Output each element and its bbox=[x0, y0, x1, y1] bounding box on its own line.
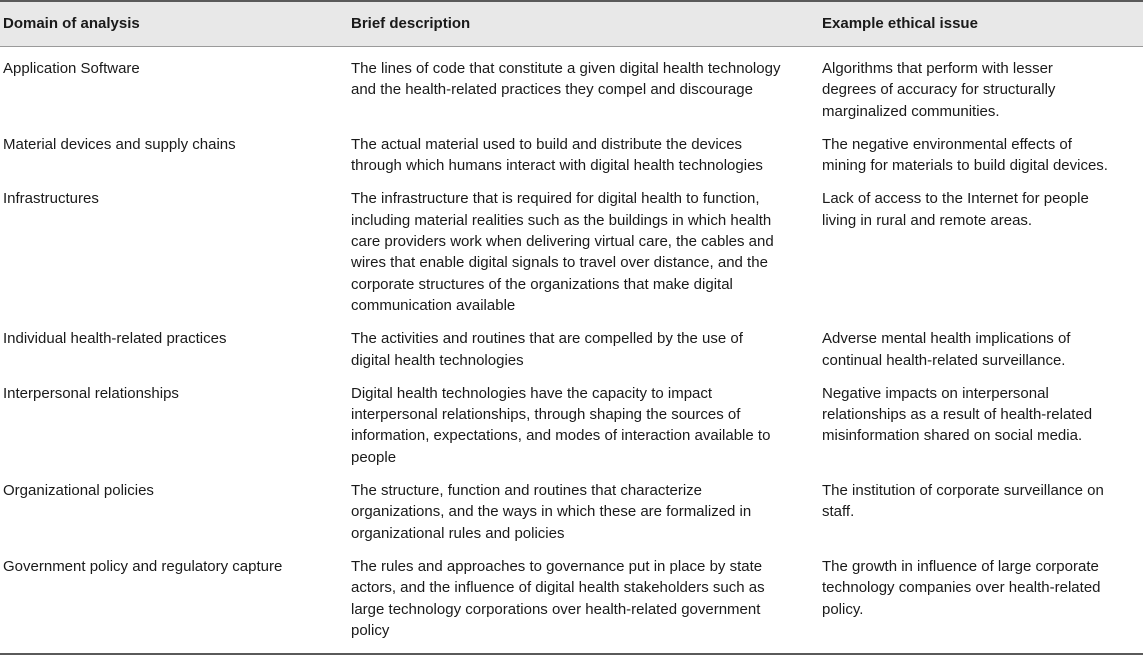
cell-issue bbox=[822, 128, 1143, 183]
text-line: Digital health technologies have the capacity to impact bbox=[351, 384, 713, 402]
cell-description-content bbox=[351, 47, 822, 107]
cell-domain-content bbox=[3, 550, 351, 589]
text-line: organizational rules and policies bbox=[351, 524, 565, 542]
text-line: Adverse mental health implications of bbox=[822, 330, 1071, 348]
cell-domain bbox=[0, 128, 351, 183]
cell-description-content bbox=[351, 322, 822, 377]
cell-issue-content bbox=[822, 550, 1143, 632]
table-row bbox=[0, 474, 1143, 550]
cell-description bbox=[351, 182, 822, 322]
cell-description bbox=[351, 47, 822, 128]
table-row bbox=[0, 182, 1143, 322]
text-line: large technology corporations over health-related government bbox=[351, 600, 761, 618]
text-line: The rules and approaches to governance put in place by state bbox=[351, 557, 763, 575]
text-line: Application Software bbox=[3, 60, 140, 77]
cell-domain bbox=[0, 47, 351, 128]
cell-issue bbox=[822, 474, 1143, 550]
cell-issue bbox=[822, 322, 1143, 377]
text-line: and the health-related practices they compel and discourage bbox=[351, 81, 753, 99]
text-line: The activities and routines that are compelled by the use of bbox=[351, 330, 743, 348]
header-description: Brief description bbox=[351, 1, 822, 47]
cell-issue-content bbox=[822, 182, 1143, 237]
table-row bbox=[0, 128, 1143, 183]
text-line: wires that enable digital signals to travel over distance, and the bbox=[351, 254, 768, 272]
cell-domain bbox=[0, 550, 351, 654]
cell-issue-content bbox=[822, 322, 1143, 377]
text-line: corporate structures of the organizations that make digital bbox=[351, 275, 733, 293]
text-line: The actual material used to build and distribute the devices bbox=[351, 135, 743, 153]
header-domain: Domain of analysis bbox=[0, 1, 351, 47]
text-line: The institution of corporate surveillance on bbox=[822, 482, 1104, 500]
cell-description bbox=[351, 128, 822, 183]
cell-issue bbox=[822, 47, 1143, 128]
cell-issue bbox=[822, 377, 1143, 474]
cell-issue-content bbox=[822, 128, 1143, 183]
text-line: The growth in influence of large corporate bbox=[822, 557, 1099, 575]
cell-description-content bbox=[351, 128, 822, 183]
cell-domain-content bbox=[3, 128, 351, 161]
cell-description-content bbox=[351, 474, 822, 550]
text-line: interpersonal relationships, through shaping the sources of bbox=[351, 406, 741, 424]
text-line: Negative impacts on interpersonal bbox=[822, 384, 1049, 402]
text-line: communication available bbox=[351, 296, 516, 314]
cell-domain bbox=[0, 377, 351, 474]
cell-issue bbox=[822, 182, 1143, 322]
text-line: Lack of access to the Internet for people bbox=[822, 190, 1089, 208]
text-line: Government policy and regulatory capture bbox=[3, 557, 283, 575]
text-line: policy. bbox=[822, 600, 864, 618]
cell-issue-content bbox=[822, 47, 1143, 128]
text-line: Infrastructures bbox=[3, 190, 99, 208]
text-line: The structure, function and routines that characterize bbox=[351, 482, 703, 500]
cell-description bbox=[351, 322, 822, 377]
text-line: relationships as a result of health-related bbox=[822, 406, 1093, 424]
cell-description bbox=[351, 474, 822, 550]
cell-domain-content bbox=[3, 377, 351, 410]
cell-description-content bbox=[351, 550, 822, 653]
text-line: actors, and the influence of digital health stakeholders such as bbox=[351, 579, 765, 597]
cell-domain-content bbox=[3, 47, 351, 85]
text-line: Algorithms that perform with lesser bbox=[822, 60, 1053, 77]
text-line: Individual health-related practices bbox=[3, 330, 227, 348]
cell-description bbox=[351, 377, 822, 474]
text-line: digital health technologies bbox=[351, 351, 524, 369]
text-line: people bbox=[351, 448, 397, 466]
table-row bbox=[0, 322, 1143, 377]
text-line: Organizational policies bbox=[3, 482, 154, 500]
cell-issue-content bbox=[822, 377, 1143, 453]
header-row bbox=[0, 1, 1143, 47]
text-line: technology companies over health-related bbox=[822, 579, 1101, 597]
text-line: marginalized communities. bbox=[822, 102, 1000, 120]
cell-domain bbox=[0, 182, 351, 322]
cell-issue bbox=[822, 550, 1143, 654]
text-line: through which humans interact with digital health technologies bbox=[351, 157, 763, 175]
table-body bbox=[0, 47, 1143, 655]
text-line: policy bbox=[351, 621, 390, 639]
text-line: continual health-related surveillance. bbox=[822, 351, 1066, 369]
text-line: care providers work when delivering virtual care, the cables and bbox=[351, 233, 774, 251]
table-header bbox=[0, 1, 1143, 47]
cell-domain-content bbox=[3, 182, 351, 215]
cell-domain bbox=[0, 322, 351, 377]
text-line: living in rural and remote areas. bbox=[822, 211, 1033, 229]
cell-domain bbox=[0, 474, 351, 550]
text-line: The negative environmental effects of bbox=[822, 135, 1072, 153]
cell-description bbox=[351, 550, 822, 654]
text-line: degrees of accuracy for structurally bbox=[822, 81, 1056, 99]
table-row bbox=[0, 47, 1143, 128]
table-row bbox=[0, 377, 1143, 474]
cell-description-content bbox=[351, 182, 822, 322]
cell-domain-content bbox=[3, 322, 351, 355]
cell-issue-content bbox=[822, 474, 1143, 529]
text-line: Material devices and supply chains bbox=[3, 135, 236, 153]
text-line: The infrastructure that is required for digital health to function, bbox=[351, 190, 760, 208]
text-line: mining for materials to build digital devices. bbox=[822, 157, 1108, 175]
header-issue: Example ethical issue bbox=[822, 1, 1143, 47]
text-line: Interpersonal relationships bbox=[3, 384, 179, 402]
text-line: organizations, and the ways in which these are formalized in bbox=[351, 503, 752, 521]
text-line: misinformation shared on social media. bbox=[822, 427, 1083, 445]
text-line: information, expectations, and modes of interaction available to bbox=[351, 427, 771, 445]
text-line: staff. bbox=[822, 503, 855, 521]
text-line: The lines of code that constitute a given digital health technology bbox=[351, 60, 781, 77]
cell-description-content bbox=[351, 377, 822, 474]
text-line: including material realities such as the buildings in which health bbox=[351, 211, 772, 229]
cell-domain-content bbox=[3, 474, 351, 507]
table-row bbox=[0, 550, 1143, 654]
